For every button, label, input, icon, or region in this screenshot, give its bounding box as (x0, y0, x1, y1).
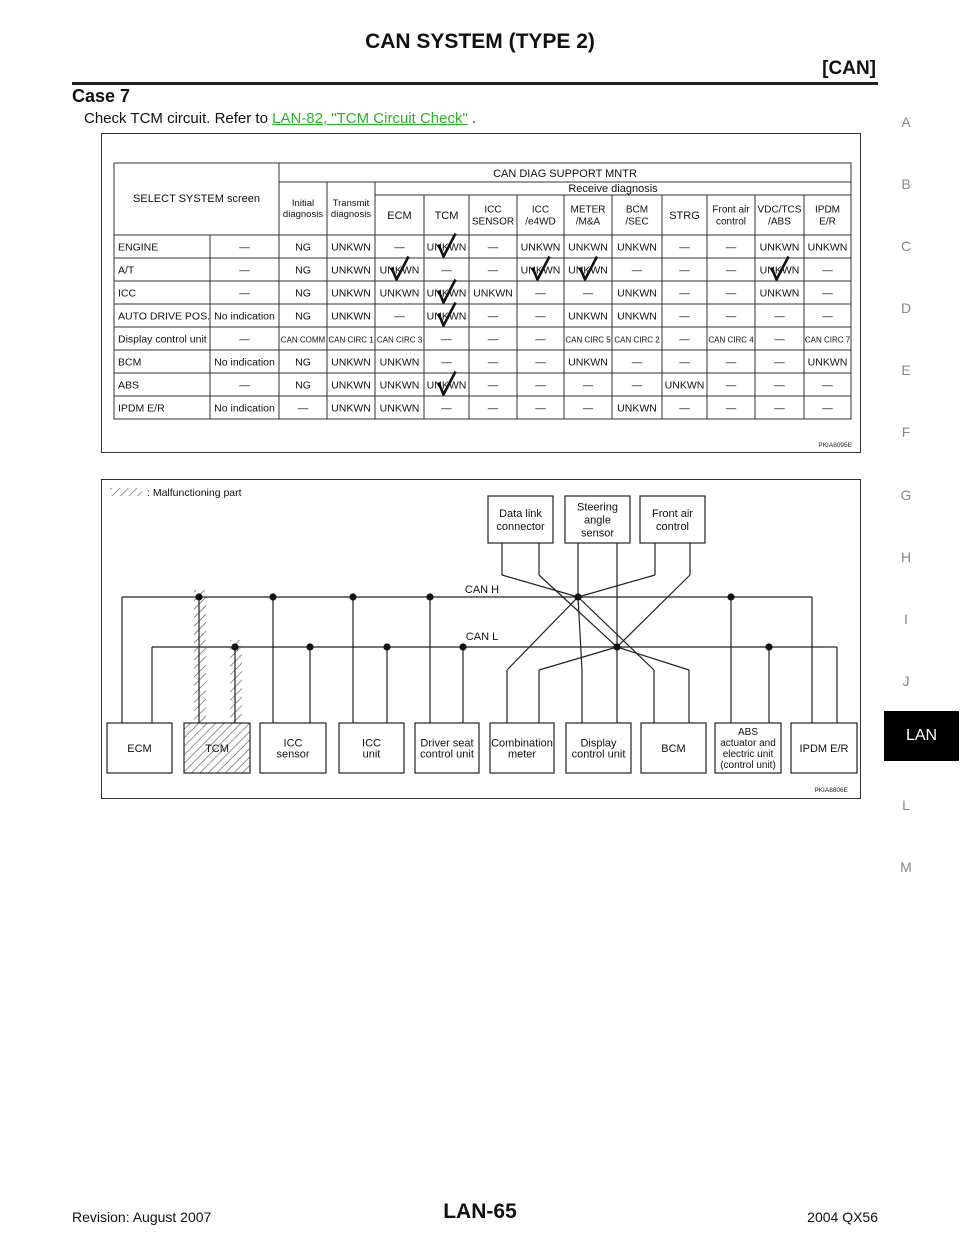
cell-7-12: — (822, 402, 833, 415)
cell-3-5: — (487, 310, 499, 323)
receive-col-header-3-line-0: ICC (531, 204, 550, 216)
section-tab-i[interactable]: I (904, 611, 908, 627)
receive-col-header-7-line-1: control (715, 216, 747, 228)
receive-col-header-8-line-0: VDC/TCS (757, 204, 802, 216)
cell-5-2: UNKWN (331, 356, 371, 369)
section-tab-e[interactable]: E (901, 362, 911, 378)
can-h-label: CAN H (464, 584, 500, 596)
receive-col-header-1-line-0: TCM (434, 209, 459, 222)
top-unit-label-0-line-0: Data link (499, 507, 542, 520)
cell-2-6: — (535, 287, 546, 300)
cell-0-5: — (487, 241, 499, 254)
cell-4-3: CAN CIRC 3 (376, 335, 423, 345)
bottom-unit-label-5-line-1: meter (507, 748, 537, 761)
cell-0-4: UNKWN (426, 241, 467, 254)
top-unit-label-2-line-0: Front air (652, 507, 693, 520)
bottom-unit-label-2-line-1: sensor (276, 748, 310, 761)
row-label-6: ABS (118, 379, 140, 392)
cell-6-9: UNKWN (664, 379, 705, 392)
cell-0-0: — (239, 241, 250, 254)
cell-5-0: No indication (214, 356, 275, 369)
cell-7-11: — (774, 402, 785, 415)
footer-model: 2004 QX56 (807, 1209, 878, 1225)
receive-col-header-9-line-1: E/R (819, 216, 836, 228)
instruction-suffix: . (467, 110, 477, 127)
junction-dot-10 (727, 593, 734, 600)
junction-dot-9 (613, 643, 620, 650)
cell-3-11: — (774, 310, 785, 323)
legend-label: : Malfunctioning part (147, 487, 242, 499)
cell-4-1: CAN COMM (280, 335, 326, 345)
section-tab-j[interactable]: J (902, 673, 910, 689)
cell-1-8: — (631, 264, 643, 277)
top-unit-label-0-line-1: connector (496, 520, 545, 533)
cell-6-8: — (631, 379, 643, 392)
cell-6-3: UNKWN (379, 379, 420, 392)
cell-3-12: — (822, 310, 833, 323)
cell-5-11: — (774, 356, 785, 369)
section-tag: [CAN] (822, 58, 876, 79)
section-tab-h[interactable]: H (900, 549, 912, 565)
bottom-unit-label-3-line-1: unit (362, 748, 381, 761)
cell-0-6: UNKWN (520, 241, 561, 254)
bcm-wire-2 (578, 597, 654, 670)
receive-col-header-4-line-1: /M&A (575, 216, 601, 228)
receive-col-header-5-line-0: BCM (625, 204, 649, 216)
cell-4-5: — (487, 333, 499, 346)
cell-7-5: — (487, 402, 499, 415)
cell-4-4: — (441, 333, 452, 346)
tcm-l-wire-hatch (230, 640, 242, 723)
top-unit-label-1-line-0: Steering (577, 501, 618, 514)
cell-1-2: UNKWN (331, 264, 371, 277)
cell-0-11: UNKWN (759, 241, 800, 254)
legend-hatch-swatch (110, 488, 142, 496)
cell-2-11: UNKWN (759, 287, 800, 300)
cell-1-3: UNKWN (379, 264, 420, 277)
cell-1-10: — (725, 264, 737, 277)
transmit-diagnosis-header-line-0: Transmit (332, 197, 370, 209)
cell-4-12: CAN CIRC 7 (804, 335, 851, 345)
cell-6-12: — (822, 379, 833, 392)
page-title: CAN SYSTEM (TYPE 2) (365, 30, 595, 53)
cell-4-6: — (535, 333, 546, 346)
cell-1-5: — (487, 264, 499, 277)
bottom-unit-label-0-line-0: ECM (127, 742, 152, 755)
dlc-wire-2 (502, 575, 578, 597)
cell-3-3: — (394, 310, 405, 323)
cell-6-7: — (582, 379, 594, 392)
cell-1-11: UNKWN (759, 264, 800, 277)
cell-2-4: UNKWN (426, 287, 467, 300)
can-diag-header: CAN DIAG SUPPORT MNTR (493, 168, 637, 180)
bottom-unit-label-4-line-1: control unit (420, 748, 474, 761)
bottom-unit-label-7-line-0: BCM (661, 742, 686, 755)
cell-2-1: NG (295, 287, 311, 300)
section-tab-a[interactable]: A (901, 114, 911, 130)
bottom-unit-label-9-line-0: IPDM E/R (799, 742, 849, 755)
cell-7-3: UNKWN (379, 402, 420, 415)
receive-col-header-0-line-0: ECM (387, 209, 412, 222)
top-unit-label-1-line-1: angle (584, 514, 611, 527)
cell-6-6: — (535, 379, 546, 392)
receive-col-header-9-line-0: IPDM (815, 204, 840, 216)
bottom-unit-label-4-line-0: Driver seat (420, 737, 474, 750)
cell-0-8: UNKWN (617, 241, 657, 254)
bottom-unit-label-8-line-2: electric unit (722, 749, 774, 760)
receive-col-header-8-line-1: /ABS (768, 216, 791, 228)
cell-2-5: UNKWN (473, 287, 513, 300)
cell-5-6: — (535, 356, 546, 369)
row-label-7: IPDM E/R (118, 402, 165, 415)
junction-dot-3 (426, 593, 433, 600)
bottom-unit-label-6-line-0: Display (580, 737, 617, 750)
cell-4-10: CAN CIRC 4 (708, 335, 754, 345)
cell-6-11: — (774, 379, 785, 392)
cell-3-7: UNKWN (568, 310, 608, 323)
cell-7-0: No indication (214, 402, 275, 415)
section-tab-m[interactable]: M (900, 859, 912, 875)
cell-5-10: — (725, 356, 737, 369)
cell-4-0: — (239, 333, 250, 346)
bottom-unit-label-5-line-0: Combination (491, 737, 553, 750)
receive-col-header-6-line-0: STRG (669, 209, 700, 222)
cell-2-12: — (822, 287, 833, 300)
cell-2-7: — (582, 287, 594, 300)
cell-7-9: — (679, 402, 690, 415)
instruction-prefix: Check TCM circuit. Refer to (84, 110, 273, 127)
junction-dot-4 (231, 643, 238, 650)
cell-5-5: — (487, 356, 499, 369)
page-number: LAN-65 (443, 1200, 517, 1223)
bottom-unit-label-8-line-1: actuator and (720, 738, 776, 749)
can-diag-table-figure (101, 133, 861, 453)
junction-dot-8 (574, 593, 581, 600)
diagram-figure-id: PKIA8806E (814, 787, 848, 794)
cell-3-2: UNKWN (331, 310, 371, 323)
cell-3-0: No indication (214, 310, 275, 323)
cell-6-5: — (487, 379, 499, 392)
cell-5-1: NG (295, 356, 311, 369)
cell-3-10: — (725, 310, 737, 323)
cell-3-9: — (679, 310, 690, 323)
section-tab-l[interactable]: L (902, 797, 910, 813)
cell-7-10: — (725, 402, 737, 415)
row-label-2: ICC (118, 287, 137, 300)
cell-3-1: NG (295, 310, 311, 323)
cell-0-2: UNKWN (331, 241, 371, 254)
bcm-wire-4 (617, 647, 689, 670)
cell-6-0: — (239, 379, 250, 392)
cell-2-9: — (679, 287, 690, 300)
cell-4-7: CAN CIRC 5 (565, 335, 611, 345)
section-tab-f[interactable]: F (901, 424, 911, 440)
junction-dot-6 (383, 643, 390, 650)
section-tab-c[interactable]: C (900, 238, 912, 254)
cell-1-0: — (239, 264, 250, 277)
cell-1-6: UNKWN (520, 264, 561, 277)
tcm-h-wire-hatch (194, 590, 206, 723)
cell-5-3: UNKWN (379, 356, 420, 369)
receive-col-header-2-line-1: SENSOR (471, 216, 515, 228)
cell-0-9: — (679, 241, 690, 254)
instruction-text (84, 110, 476, 127)
receive-col-header-2-line-0: ICC (484, 204, 502, 216)
cell-6-1: NG (295, 379, 311, 392)
tcm-circuit-check-link[interactable]: LAN-82, "TCM Circuit Check" (272, 110, 468, 127)
cell-5-7: UNKWN (568, 356, 608, 369)
cell-4-9: — (679, 333, 690, 346)
fac-wire-4 (617, 575, 690, 647)
receive-diagnosis-header: Receive diagnosis (568, 183, 658, 195)
comb-wire-2 (507, 597, 578, 670)
cell-5-8: — (631, 356, 643, 369)
initial-diagnosis-header-line-0: Initial (291, 197, 315, 209)
cell-3-8: UNKWN (617, 310, 657, 323)
cell-7-8: UNKWN (617, 402, 657, 415)
receive-col-header-4-line-0: METER (570, 204, 606, 216)
junction-dot-1 (269, 593, 276, 600)
row-label-1: A/T (118, 264, 135, 277)
case-heading: Case 7 (72, 86, 131, 106)
can-network-diagram (102, 480, 860, 798)
section-tab-d[interactable]: D (900, 300, 912, 316)
receive-col-header-5-line-1: /SEC (625, 216, 649, 228)
cell-2-3: UNKWN (379, 287, 420, 300)
junction-dot-2 (349, 593, 356, 600)
receive-col-header-3-line-1: /e4WD (525, 216, 556, 228)
cell-3-4: UNKWN (426, 310, 467, 323)
cell-7-7: — (582, 402, 594, 415)
footer-revision: Revision: August 2007 (72, 1209, 212, 1225)
cell-7-4: — (441, 402, 452, 415)
cell-0-12: UNKWN (807, 241, 848, 254)
cell-7-2: UNKWN (331, 402, 371, 415)
transmit-diagnosis-header-line-1: diagnosis (330, 208, 372, 220)
cell-1-9: — (679, 264, 690, 277)
section-tab-g[interactable]: G (900, 487, 912, 503)
bottom-unit-label-2-line-0: ICC (283, 737, 303, 750)
header-rule (72, 82, 878, 85)
top-unit-label-2-line-1: control (655, 520, 690, 533)
cell-4-2: CAN CIRC 1 (328, 335, 374, 345)
can-diag-table (102, 134, 860, 452)
section-tab-lan[interactable]: LAN (884, 711, 959, 761)
cell-5-9: — (679, 356, 690, 369)
cell-4-8: CAN CIRC 2 (614, 335, 660, 345)
cell-1-12: — (822, 264, 833, 277)
row-label-3: AUTO DRIVE POS. (118, 310, 210, 323)
cell-3-6: — (535, 310, 546, 323)
bottom-unit-label-8-line-3: (control unit) (720, 760, 776, 771)
bottom-unit-label-8-line-0: ABS (737, 727, 759, 738)
initial-diagnosis-header-line-1: diagnosis (282, 208, 324, 220)
junction-dot-11 (765, 643, 772, 650)
cell-0-7: UNKWN (568, 241, 608, 254)
cell-0-3: — (394, 241, 405, 254)
junction-dot-7 (459, 643, 466, 650)
cell-1-7: UNKWN (568, 264, 608, 277)
top-unit-label-1-line-2: sensor (580, 527, 615, 540)
cell-6-2: UNKWN (331, 379, 371, 392)
table-figure-id: PKIA8095E (818, 442, 852, 449)
cell-7-1: — (297, 402, 309, 415)
can-network-diagram-figure (101, 479, 861, 799)
disp-wire-2 (578, 597, 582, 670)
row-label-4: Display control unit (118, 333, 207, 346)
bottom-unit-label-1-line-0: TCM (205, 742, 229, 755)
cell-2-8: UNKWN (617, 287, 657, 300)
cell-1-4: — (441, 264, 452, 277)
cell-1-1: NG (295, 264, 311, 277)
cell-2-10: — (725, 287, 737, 300)
junction-dot-0 (195, 593, 202, 600)
row-label-5: BCM (118, 356, 142, 369)
cell-2-2: UNKWN (331, 287, 371, 300)
cell-5-12: UNKWN (807, 356, 848, 369)
cell-6-4: UNKWN (426, 379, 467, 392)
comb-wire-4 (539, 647, 617, 670)
receive-col-header-7-line-0: Front air (712, 204, 750, 216)
cell-0-10: — (725, 241, 737, 254)
select-system-header: SELECT SYSTEM screen (133, 193, 260, 205)
section-index-tabs (884, 0, 944, 1242)
junction-dot-5 (306, 643, 313, 650)
cell-2-0: — (239, 287, 250, 300)
row-label-0: ENGINE (118, 241, 159, 254)
cell-5-4: — (441, 356, 452, 369)
can-l-label: CAN L (465, 631, 499, 643)
bottom-unit-label-6-line-1: control unit (571, 748, 626, 761)
cell-0-1: NG (295, 241, 311, 254)
bottom-unit-label-3-line-0: ICC (362, 737, 381, 750)
cell-7-6: — (535, 402, 546, 415)
section-tab-b[interactable]: B (901, 176, 911, 192)
cell-4-11: — (774, 333, 785, 346)
cell-6-10: — (725, 379, 737, 392)
